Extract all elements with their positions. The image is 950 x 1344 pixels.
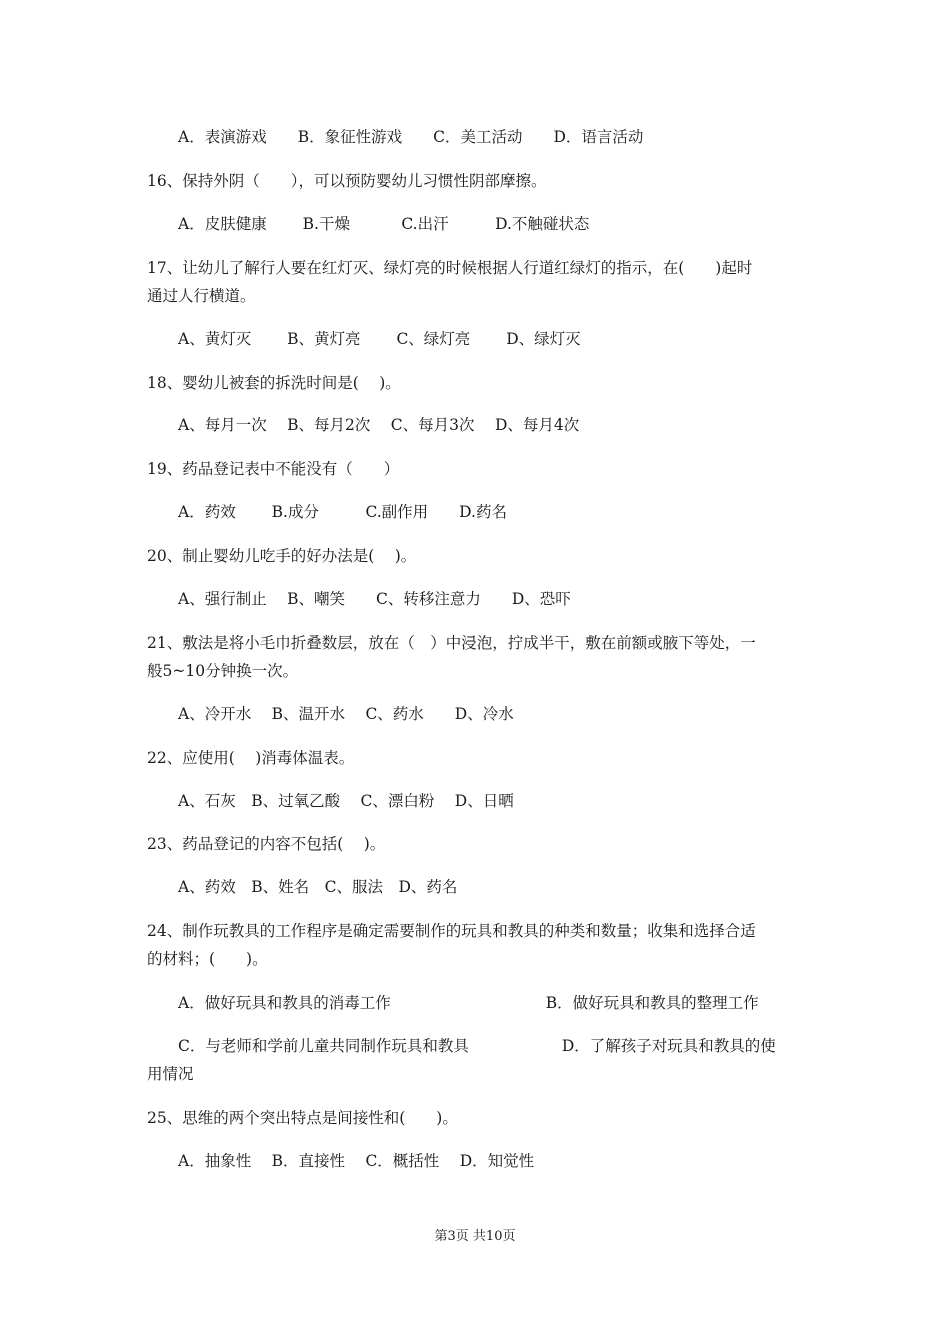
q24-options-cd-wrap: 用情况 bbox=[147, 1065, 194, 1083]
q21-question-line2: 般5~10分钟换一次。 bbox=[147, 662, 299, 680]
q19-question: 19、药品登记表中不能没有（ ） bbox=[147, 460, 400, 478]
q16-options: A．皮肤健康 B.干燥 C.出汗 D.不触碰状态 bbox=[178, 215, 590, 233]
q22-options: A、石灰 B、过氧乙酸 C、漂白粉 D、日晒 bbox=[178, 792, 514, 810]
q25-question: 25、思维的两个突出特点是间接性和( )。 bbox=[147, 1109, 458, 1127]
q17-options: A、黄灯灭 B、黄灯亮 C、绿灯亮 D、绿灯灭 bbox=[178, 330, 581, 348]
q23-options: A、药效 B、姓名 C、服法 D、药名 bbox=[178, 878, 458, 896]
q21-question-line1: 21、敷法是将小毛巾折叠数层，放在（ ）中浸泡，拧成半干，敷在前额或腋下等处，一 bbox=[147, 634, 756, 652]
q17-question-line1: 17、让幼儿了解行人要在红灯灭、绿灯亮的时候根据人行道红绿灯的指示，在( )起时 bbox=[147, 259, 753, 277]
q23-question: 23、药品登记的内容不包括( )。 bbox=[147, 835, 386, 853]
q20-question: 20、制止婴幼儿吃手的好办法是( )。 bbox=[147, 547, 417, 565]
q22-question: 22、应使用( )消毒体温表。 bbox=[147, 749, 355, 767]
q15-options: A．表演游戏 B．象征性游戏 C．美工活动 D．语言活动 bbox=[178, 128, 644, 146]
q24-options-ab: A．做好玩具和教具的消毒工作 B．做好玩具和教具的整理工作 bbox=[178, 994, 759, 1012]
q21-options: A、冷开水 B、温开水 C、药水 D、冷水 bbox=[178, 705, 514, 723]
q18-question: 18、婴幼儿被套的拆洗时间是( )。 bbox=[147, 374, 401, 392]
q20-options: A、强行制止 B、嘲笑 C、转移注意力 D、恐吓 bbox=[178, 590, 571, 608]
q18-options: A、每月一次 B、每月2次 C、每月3次 D、每月4次 bbox=[178, 416, 580, 434]
q19-options: A．药效 B.成分 C.副作用 D.药名 bbox=[178, 503, 507, 521]
q17-question-line2: 通过人行横道。 bbox=[147, 287, 256, 305]
q24-question-line2: 的材料；( )。 bbox=[147, 950, 268, 968]
q16-question: 16、保持外阴（ ），可以预防婴幼儿习惯性阴部摩擦。 bbox=[147, 172, 547, 190]
q25-options: A．抽象性 B．直接性 C．概括性 D．知觉性 bbox=[178, 1152, 535, 1170]
q24-options-cd: C．与老师和学前儿童共同制作玩具和教具 D．了解孩子对玩具和教具的使 bbox=[178, 1037, 776, 1055]
q24-question-line1: 24、制作玩教具的工作程序是确定需要制作的玩具和教具的种类和数量；收集和选择合适 bbox=[147, 922, 756, 940]
page-footer: 第3页 共10页 bbox=[434, 1229, 516, 1244]
